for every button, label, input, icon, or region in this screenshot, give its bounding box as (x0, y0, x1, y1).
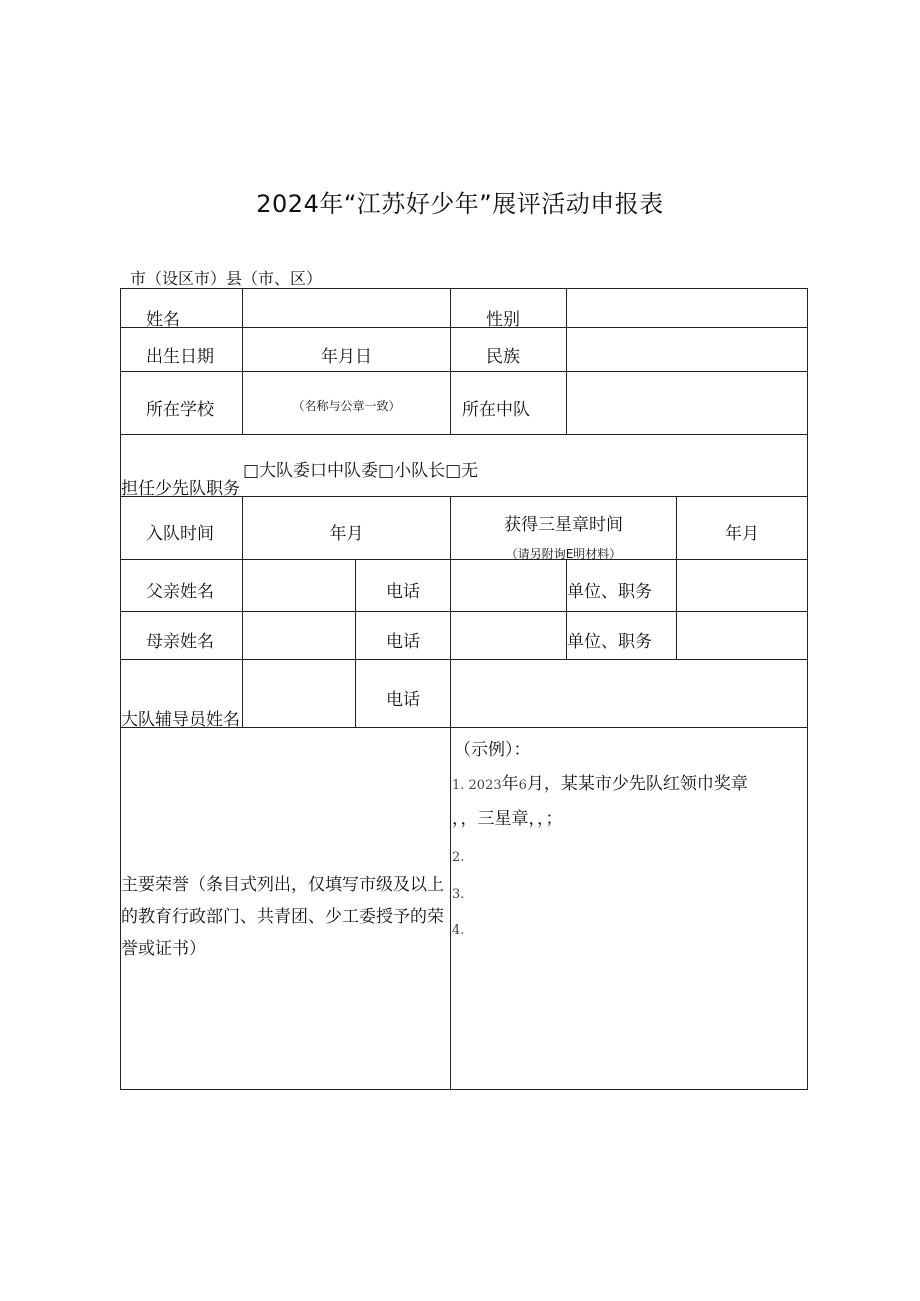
counselor-phone-label: 电话 (386, 690, 420, 710)
father-phone-field[interactable] (452, 561, 565, 610)
table-line (566, 288, 567, 435)
honors-label: 主要荣誉（条目式列出，仅填写市级及以上的教育行政部门、共青团、少工委授予的荣誉或证书） (121, 875, 444, 959)
join-date-label: 入队时间 (146, 524, 214, 544)
join-date-field[interactable]: 年月 (329, 524, 364, 544)
example-line-1-month: 6 (518, 778, 527, 793)
ethnicity-label: 民族 (486, 347, 520, 367)
ethnicity-field[interactable] (568, 329, 806, 370)
birth-date-label: 出生日期 (146, 347, 214, 367)
birth-date-field[interactable]: 年月日 (321, 347, 372, 367)
honors-field[interactable] (452, 729, 806, 1088)
example-heading: （示例）： (454, 740, 531, 760)
table-line (120, 1089, 808, 1090)
example-line-2: ，，三星章，，； (452, 809, 563, 829)
example-line-1-rest: 月，某某市少先队红领巾奖章 (526, 774, 748, 794)
table-line (120, 327, 808, 328)
gender-field[interactable] (568, 290, 806, 326)
school-label: 所在学校 (146, 400, 214, 420)
honor-item-4: 4. (452, 923, 465, 938)
mother-unit-label: 单位、职务 (567, 632, 652, 652)
squad-field[interactable] (568, 373, 806, 433)
mother-name-label: 母亲姓名 (146, 632, 214, 652)
father-unit-field[interactable] (678, 561, 806, 610)
page-title: 2024年“江苏好少年”展评活动申报表 (256, 190, 664, 218)
school-field[interactable]: （名称与公章一致） (292, 399, 401, 413)
example-line-1-number: 1. 2023 (452, 778, 502, 793)
star-badge-hint: （请另附询E明材料） (505, 547, 622, 561)
position-label: 担任少先队职务 (121, 479, 240, 499)
example-line-1-year-unit: 年 (501, 774, 519, 794)
table-line (120, 288, 121, 1090)
star-badge-label: 获得三星章时间 (504, 515, 623, 535)
counselor-phone-field[interactable] (452, 661, 806, 726)
counselor-name-label: 大队辅导员姓名 (121, 710, 240, 730)
table-line (807, 288, 808, 1090)
name-field[interactable] (244, 290, 449, 326)
father-phone-label: 电话 (386, 582, 420, 602)
star-badge-date-field[interactable]: 年月 (725, 524, 759, 544)
counselor-name-field[interactable] (244, 661, 354, 726)
table-line (120, 288, 808, 289)
table-line (450, 288, 451, 435)
table-line (120, 434, 808, 435)
table-line (120, 371, 808, 372)
mother-phone-field[interactable] (452, 613, 565, 658)
table-line (120, 611, 808, 612)
example-line-1 (452, 769, 748, 794)
squad-label: 所在中队 (462, 400, 530, 420)
name-label: 姓名 (146, 310, 180, 330)
honor-item-3: 3. (452, 887, 465, 902)
table-line (450, 496, 451, 1090)
mother-unit-field[interactable] (678, 613, 806, 658)
father-unit-label: 单位、职务 (567, 582, 652, 602)
father-name-field[interactable] (244, 561, 354, 610)
father-name-label: 父亲姓名 (146, 582, 214, 602)
table-line (120, 659, 808, 660)
region-line: 市（设区市）县（市、区） (130, 269, 323, 288)
mother-phone-label: 电话 (386, 632, 420, 652)
gender-label: 性别 (486, 310, 520, 330)
position-options[interactable]: □大队委口中队委□小队长□无 (243, 461, 479, 481)
honor-item-2: 2. (452, 850, 465, 865)
mother-name-field[interactable] (244, 613, 354, 658)
